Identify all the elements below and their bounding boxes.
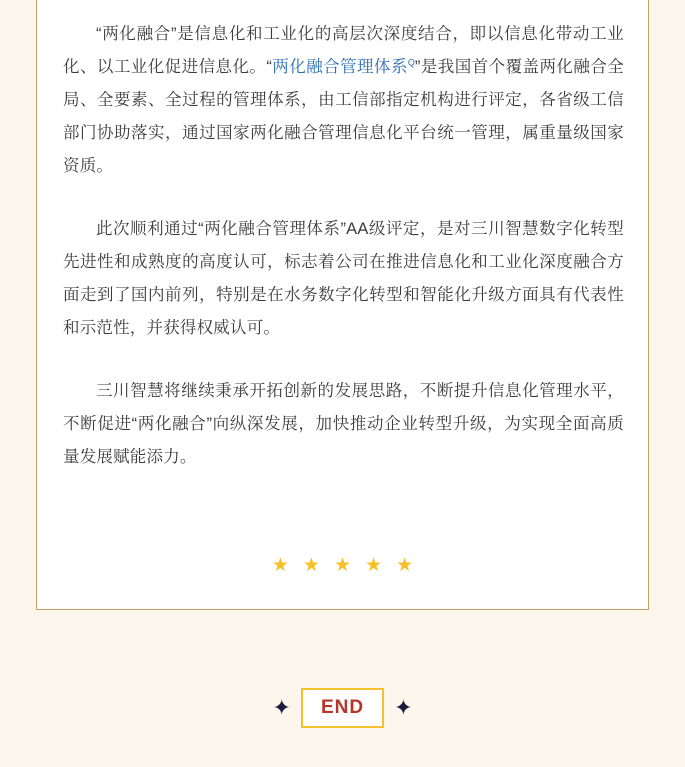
paragraph-2: 此次顺利通过“两化融合管理体系”AA级评定，是对三川智慧数字化转型先进性和成熟度的高度认可，标志着公司在推进信息化和工业化深度融合方面走到了国内前列，特别是在水务数字化转型和智能化升级方面具有代表性和示范性，并获得权威认可。 <box>63 220 624 337</box>
paragraph-1 <box>63 18 624 183</box>
page-margin-right <box>649 0 685 767</box>
star-icon-2: ★ <box>302 555 320 576</box>
sparkle-icon-right: ✦ <box>394 695 413 720</box>
article-card <box>36 0 649 610</box>
highlight-term[interactable]: 两化融合管理体系 <box>272 58 408 76</box>
paragraph-1-tail: ”是我国首个覆盖两化融合全局、全要素、全过程的管理体系，由工信部指定机构进行评定，各省级工信部门协助落实，通过国家两化融合管理信息化平台统一管理，属重量级国家资质。 <box>63 58 624 175</box>
paragraph-1-lead: “两化融合”是信息化和工业化的高层次深度结合，即以信息化带动工业化、以工业化促进信息化。“ <box>63 25 624 76</box>
end-marker <box>0 688 685 728</box>
search-icon[interactable]: Q <box>407 57 415 68</box>
article-body <box>37 0 648 474</box>
page-margin-left <box>0 0 36 767</box>
paragraph-3: 三川智慧将继续秉承开拓创新的发展思路，不断提升信息化管理水平，不断促进“两化融合”向纵深发展，加快推动企业转型升级，为实现全面高质量发展赋能添力。 <box>63 382 624 466</box>
star-icon-3: ★ <box>333 555 352 576</box>
sparkle-icon-left: ✦ <box>272 695 291 720</box>
star-rating <box>37 556 648 575</box>
end-badge: END <box>301 688 384 728</box>
star-icon-1: ★ <box>271 555 289 576</box>
star-icon-4: ★ <box>365 555 383 576</box>
star-icon-5: ★ <box>396 555 414 576</box>
